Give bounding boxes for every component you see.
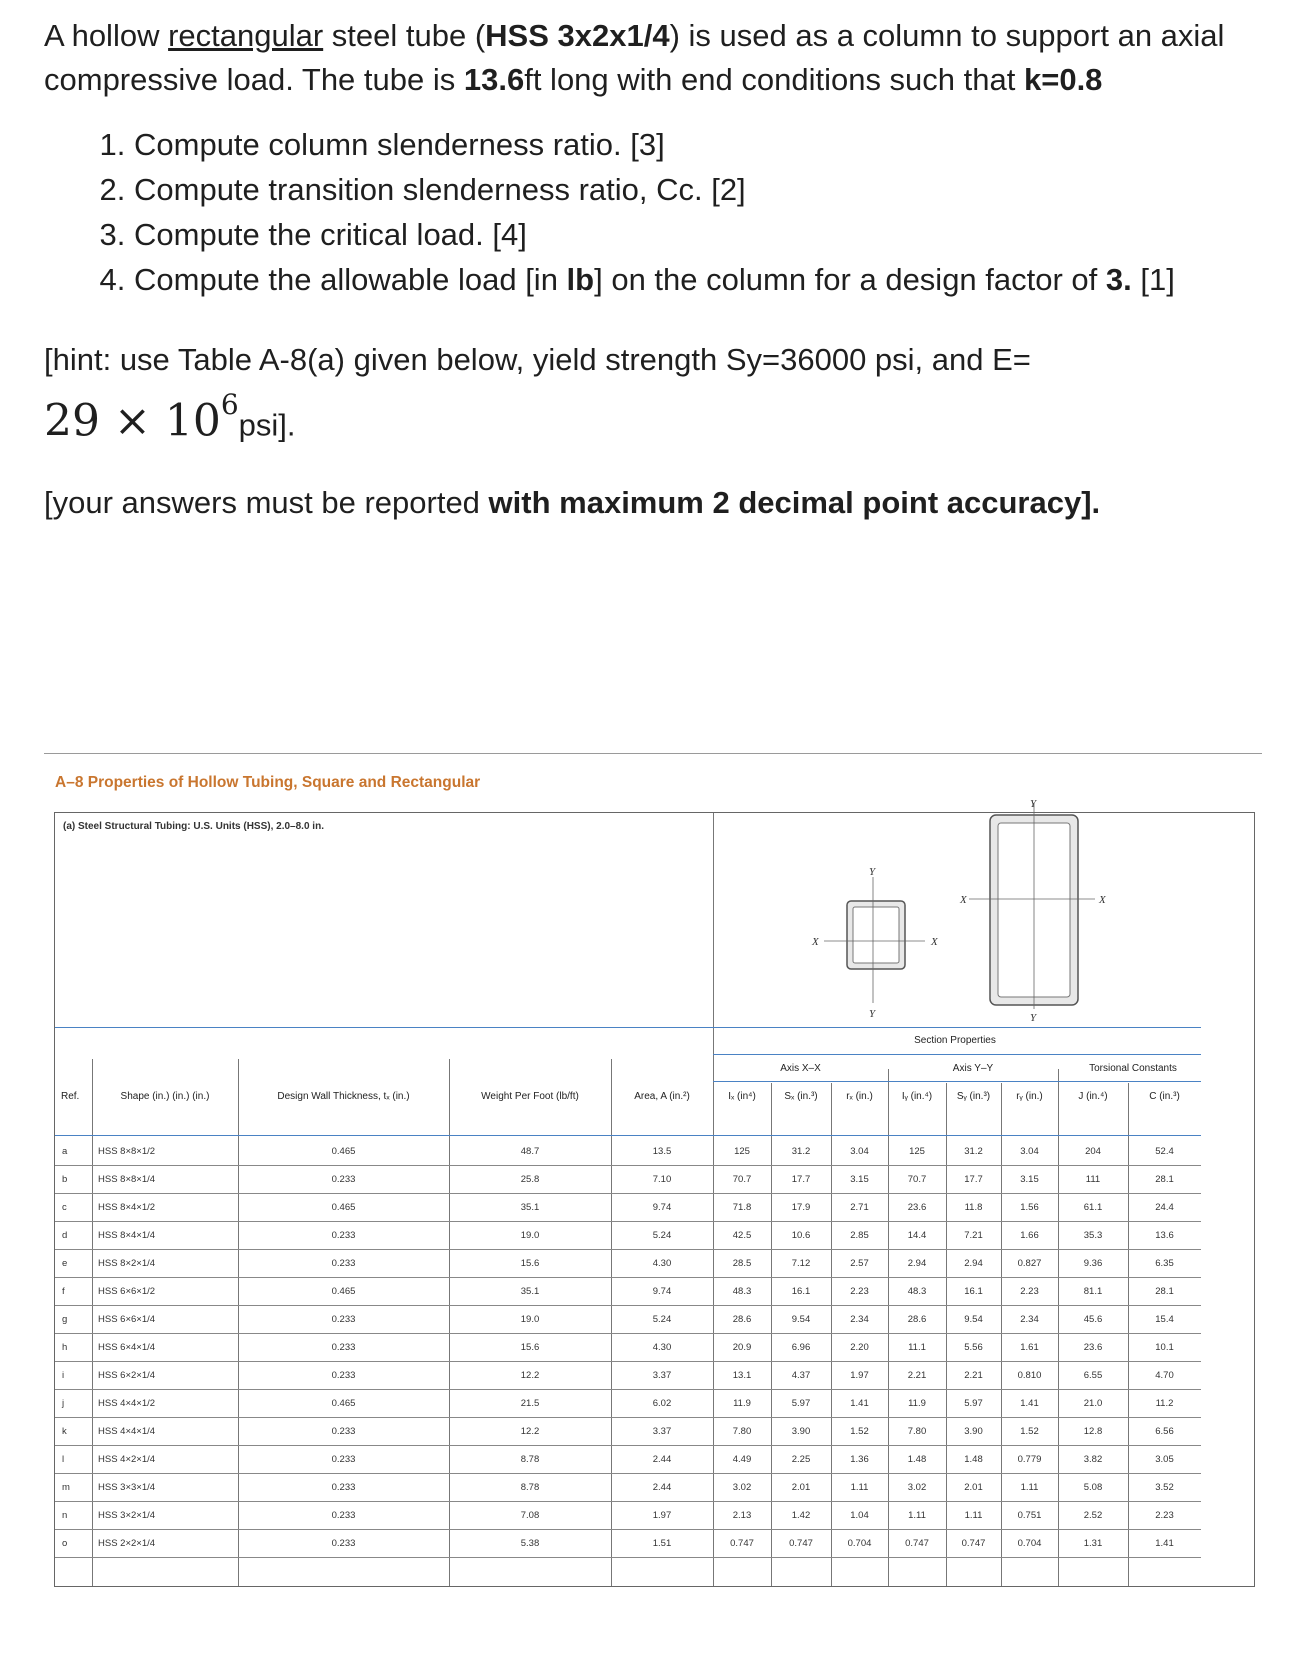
table-cell: 2.25 (791, 1454, 811, 1465)
question-item-4 (134, 257, 1284, 302)
table-cell: 17.7 (964, 1174, 983, 1185)
table-cell: 0.465 (331, 1286, 356, 1297)
row-shape: HSS 6×6×1/4 (98, 1314, 156, 1325)
table-cell: 2.85 (850, 1230, 869, 1241)
fig-label-x3: X (960, 894, 967, 906)
table-cell: 5.08 (1083, 1482, 1103, 1493)
table-cell: 1.52 (850, 1426, 869, 1437)
table-cell: 1.11 (850, 1482, 869, 1493)
table-cell: 28.5 (732, 1258, 752, 1269)
table-cell: 24.4 (1155, 1202, 1174, 1213)
row-shape: HSS 8×4×1/2 (98, 1202, 156, 1213)
table-cell: 1.11 (908, 1510, 926, 1521)
row-ref: f (62, 1286, 65, 1297)
row-divider (55, 1135, 1201, 1136)
item-text: Compute the critical load. [4] (134, 217, 527, 252)
table-cell: 31.2 (791, 1146, 811, 1157)
fig-label-y4: Y (1030, 1012, 1037, 1024)
table-cell: 2.13 (732, 1510, 752, 1521)
row-divider (55, 1417, 1201, 1418)
table-cell: 5.56 (964, 1342, 983, 1353)
row-shape: HSS 2×2×1/4 (98, 1538, 156, 1549)
table-cell: 2.94 (964, 1258, 983, 1269)
row-divider (55, 1249, 1201, 1250)
table-cell: 0.827 (1017, 1258, 1042, 1269)
table-cell: 0.747 (961, 1538, 986, 1549)
table-cell: 7.80 (907, 1426, 927, 1437)
table-cell: 9.36 (1083, 1258, 1103, 1269)
table-cell: 28.1 (1155, 1286, 1174, 1297)
row-divider (55, 1333, 1201, 1334)
table-cell: 2.71 (850, 1202, 869, 1213)
column-header: Sᵧ (in.³) (956, 1091, 991, 1102)
table-cell: 19.0 (520, 1230, 540, 1241)
table-cell: 1.41 (1020, 1398, 1039, 1409)
row-shape: HSS 3×2×1/4 (98, 1510, 156, 1521)
table-cell: 2.44 (652, 1482, 672, 1493)
row-divider (55, 1027, 1201, 1028)
table-cell: 1.66 (1020, 1230, 1039, 1241)
table-cell: 0.233 (331, 1370, 356, 1381)
k-factor: k=0.8 (1023, 62, 1103, 97)
table-cell: 0.465 (331, 1146, 356, 1157)
table-cell: 14.4 (907, 1230, 927, 1241)
table-cell: 12.2 (520, 1426, 540, 1437)
rectangular-tube-icon (969, 803, 1095, 1009)
row-shape: HSS 8×8×1/2 (98, 1146, 156, 1157)
section-properties-header: Section Properties (914, 1035, 996, 1046)
table-cell: 5.38 (520, 1538, 540, 1549)
tube-length: 13.6 (463, 62, 525, 97)
eq-unit: psi]. (238, 407, 296, 443)
table-cell: 0.233 (331, 1426, 356, 1437)
table-cell: 0.747 (789, 1538, 813, 1549)
table-cell: 2.01 (964, 1482, 983, 1493)
table-cell: 2.52 (1083, 1510, 1103, 1521)
table-cell: 23.6 (907, 1202, 927, 1213)
eq-exponent: 6 (220, 388, 239, 421)
table-cell: 1.11 (1020, 1482, 1039, 1493)
table-cell: 15.6 (520, 1258, 540, 1269)
table-cell: 4.37 (791, 1370, 811, 1381)
table-cell: 3.02 (907, 1482, 927, 1493)
table-cell: 15.4 (1155, 1314, 1174, 1325)
table-cell: 0.704 (847, 1538, 872, 1549)
column-header: Shape (in.) (in.) (in.) (120, 1091, 210, 1102)
row-ref: d (62, 1230, 68, 1241)
design-factor: 3. (1105, 262, 1132, 297)
intro-text: A hollow (44, 18, 169, 53)
table-cell: 0.465 (331, 1398, 356, 1409)
table-cell: 71.8 (732, 1202, 752, 1213)
item-text: Compute column slenderness ratio. [3] (134, 127, 665, 162)
table-cell: 1.51 (652, 1538, 672, 1549)
section-divider (44, 753, 1262, 754)
table-cell: 0.233 (331, 1174, 356, 1185)
column-header: Design Wall Thickness, tₓ (in.) (277, 1091, 410, 1102)
row-ref: j (62, 1398, 65, 1409)
table-cell: 4.70 (1155, 1370, 1174, 1381)
table-cell: 13.5 (652, 1146, 672, 1157)
table-cell: 0.747 (905, 1538, 929, 1549)
table-cell: 0.233 (331, 1314, 356, 1325)
row-divider (55, 1501, 1201, 1502)
table-cell: 15.6 (520, 1342, 540, 1353)
table-cell: 1.41 (1155, 1538, 1174, 1549)
table-cell: 0.233 (331, 1510, 356, 1521)
table-cell: 0.704 (1017, 1538, 1042, 1549)
table-cell: 4.30 (652, 1342, 672, 1353)
column-divider (92, 1059, 93, 1586)
table-cell: 11.9 (908, 1398, 926, 1409)
accuracy-note (44, 481, 1284, 525)
table-cell: 1.97 (652, 1510, 672, 1521)
row-divider (55, 1305, 1201, 1306)
table-cell: 23.6 (1083, 1342, 1103, 1353)
table-cell: 1.31 (1083, 1538, 1103, 1549)
table-cell: 19.0 (520, 1314, 540, 1325)
table-cell: 1.52 (1020, 1426, 1039, 1437)
table-cell: 2.01 (791, 1482, 811, 1493)
table-cell: 9.54 (791, 1314, 811, 1325)
row-ref: l (62, 1454, 65, 1465)
item-text: [1] (1131, 262, 1175, 297)
table-cell: 3.02 (732, 1482, 752, 1493)
table-cell: 0.233 (331, 1538, 356, 1549)
row-shape: HSS 8×8×1/4 (98, 1174, 156, 1185)
table-cell: 52.4 (1155, 1146, 1174, 1157)
question-item-1 (134, 122, 1284, 167)
table-cell: 28.1 (1155, 1174, 1174, 1185)
table-cell: 4.49 (732, 1454, 752, 1465)
fig-label-y3: Y (1030, 798, 1037, 810)
table-cell: 9.54 (964, 1314, 983, 1325)
row-divider (55, 1165, 1201, 1166)
column-header: C (in.³) (1149, 1091, 1180, 1102)
table-cell: 0.233 (331, 1454, 356, 1465)
row-shape: HSS 4×4×1/2 (98, 1398, 156, 1409)
table-cell: 17.9 (791, 1202, 811, 1213)
column-header: rₓ (in.) (846, 1091, 873, 1102)
table-cell: 7.12 (791, 1258, 811, 1269)
torsional-header: Torsional Constants (1089, 1063, 1177, 1074)
table-cell: 6.35 (1155, 1258, 1174, 1269)
table-cell: 3.15 (850, 1174, 869, 1185)
row-ref: i (62, 1370, 65, 1381)
table-cell: 2.44 (652, 1454, 672, 1465)
note-text: [your answers must be reported (44, 484, 489, 520)
column-header: Sₓ (in.³) (784, 1091, 818, 1102)
properties-table (54, 798, 1255, 1587)
table-cell: 3.82 (1083, 1454, 1103, 1465)
row-shape: HSS 8×2×1/4 (98, 1258, 156, 1269)
table-cell: 1.11 (964, 1510, 983, 1521)
table-cell: 28.6 (907, 1314, 927, 1325)
table-cell: 3.04 (1020, 1146, 1039, 1157)
table-cell: 35.1 (520, 1202, 540, 1213)
table-cell: 7.80 (732, 1426, 752, 1437)
intro-text: steel tube ( (323, 18, 486, 53)
shape-designation: HSS 3x2x1/4 (485, 18, 670, 53)
row-ref: k (62, 1426, 67, 1437)
table-cell: 1.48 (964, 1454, 983, 1465)
item-text: Compute transition slenderness ratio, Cc. [2] (134, 172, 746, 207)
table-cell: 81.1 (1083, 1286, 1103, 1297)
table-cell: 42.5 (732, 1230, 752, 1241)
table-cell: 6.56 (1155, 1426, 1174, 1437)
table-cell: 28.6 (732, 1314, 752, 1325)
table-cell: 2.94 (907, 1258, 927, 1269)
table-cell: 2.21 (964, 1370, 983, 1381)
row-divider (55, 1193, 1201, 1194)
table-cell: 48.3 (732, 1286, 752, 1297)
row-ref: h (62, 1342, 68, 1353)
row-divider (55, 1445, 1201, 1446)
table-cell: 3.15 (1020, 1174, 1039, 1185)
table-cell: 8.78 (520, 1482, 540, 1493)
table-cell: 3.05 (1155, 1454, 1174, 1465)
table-cell: 9.74 (652, 1202, 672, 1213)
column-header: Iᵧ (in.⁴) (901, 1091, 933, 1102)
row-divider (713, 1054, 1201, 1055)
item-text: Compute the allowable load [in (134, 262, 567, 297)
table-cell: 11.2 (1155, 1398, 1174, 1409)
question-intro (44, 14, 1284, 102)
fig-label-x4: X (1099, 894, 1106, 906)
tube-cross-section-figure (55, 798, 1256, 1073)
table-cell: 2.23 (850, 1286, 869, 1297)
table-cell: 3.90 (964, 1426, 983, 1437)
table-cell: 125 (909, 1146, 925, 1157)
table-cell: 45.6 (1083, 1314, 1103, 1325)
table-cell: 1.04 (850, 1510, 869, 1521)
table-cell: 10.6 (791, 1230, 811, 1241)
row-shape: HSS 6×2×1/4 (98, 1370, 156, 1381)
table-cell: 0.810 (1017, 1370, 1042, 1381)
table-cell: 3.37 (652, 1370, 672, 1381)
table-cell: 2.21 (907, 1370, 927, 1381)
item-bold: lb (566, 262, 595, 297)
axis-yy-header: Axis Y–Y (952, 1063, 994, 1074)
table-cell: 125 (734, 1146, 750, 1157)
table-cell: 7.21 (964, 1230, 983, 1241)
column-header: Ref. (61, 1091, 80, 1102)
row-ref: e (62, 1258, 68, 1269)
table-cell: 48.7 (520, 1146, 540, 1157)
intro-text: ) is used as a column to support an axial compressive load. The tube is (44, 18, 1225, 97)
table-cell: 21.0 (1083, 1398, 1103, 1409)
fig-label-y2: Y (869, 1008, 876, 1020)
intro-text: ft long with end conditions such that (524, 62, 1024, 97)
column-header: rᵧ (in.) (1016, 1091, 1043, 1102)
row-shape: HSS 6×4×1/4 (98, 1342, 156, 1353)
table-cell: 13.1 (732, 1370, 752, 1381)
row-ref: n (62, 1510, 68, 1521)
table-cell: 48.3 (907, 1286, 927, 1297)
row-divider (55, 1557, 1201, 1558)
square-tube-icon (824, 877, 925, 1003)
table-cell: 12.2 (520, 1370, 540, 1381)
table-cell: 12.8 (1083, 1426, 1103, 1437)
table-subtitle: (a) Steel Structural Tubing: U.S. Units (HSS), 2.0–8.0 in. (63, 821, 324, 832)
table-cell: 70.7 (732, 1174, 752, 1185)
table-cell: 17.7 (791, 1174, 811, 1185)
table-cell: 20.9 (732, 1342, 752, 1353)
table-title: A–8 Properties of Hollow Tubing, Square and Rectangular (55, 774, 481, 791)
row-shape: HSS 3×3×1/4 (98, 1482, 156, 1493)
fig-label-x1: X (812, 936, 819, 948)
column-header: J (in.⁴) (1078, 1091, 1108, 1102)
table-cell: 3.37 (652, 1426, 672, 1437)
row-divider (55, 1221, 1201, 1222)
table-cell: 2.20 (850, 1342, 869, 1353)
table-cell: 2.34 (1020, 1314, 1039, 1325)
axis-xx-header: Axis X–X (780, 1063, 821, 1074)
row-shape: HSS 4×2×1/4 (98, 1454, 156, 1465)
table-cell: 0.779 (1017, 1454, 1042, 1465)
table-cell: 0.751 (1017, 1510, 1042, 1521)
table-cell: 25.8 (520, 1174, 540, 1185)
row-shape: HSS 4×4×1/4 (98, 1426, 156, 1437)
table-cell: 16.1 (791, 1286, 811, 1297)
note-bold: with maximum 2 decimal point accuracy]. (488, 484, 1101, 520)
table-cell: 3.04 (850, 1146, 869, 1157)
table-cell: 13.6 (1155, 1230, 1174, 1241)
table-cell: 2.23 (1155, 1510, 1174, 1521)
table-cell: 2.57 (850, 1258, 869, 1269)
table-cell: 1.56 (1020, 1202, 1039, 1213)
table-cell: 6.02 (652, 1398, 672, 1409)
intro-underlined: rectangular (168, 18, 324, 53)
table-cell: 0.233 (331, 1230, 356, 1241)
table-cell: 1.61 (1020, 1342, 1039, 1353)
table-cell: 16.1 (964, 1286, 983, 1297)
table-cell: 6.96 (791, 1342, 811, 1353)
row-ref: a (62, 1146, 68, 1157)
table-cell: 5.97 (964, 1398, 983, 1409)
row-divider (55, 1389, 1201, 1390)
table-cell: 7.10 (652, 1174, 672, 1185)
table-cell: 11.1 (908, 1342, 926, 1353)
table-cell: 1.41 (850, 1398, 869, 1409)
table-cell: 70.7 (907, 1174, 927, 1185)
table-cell: 11.8 (964, 1202, 983, 1213)
row-divider (55, 1277, 1201, 1278)
row-divider (55, 1361, 1201, 1362)
row-divider (55, 1529, 1201, 1530)
row-shape: HSS 6×6×1/2 (98, 1286, 156, 1297)
table-cell: 8.78 (520, 1454, 540, 1465)
row-divider (713, 1081, 1201, 1082)
row-ref: m (62, 1482, 70, 1493)
table-cell: 111 (1085, 1174, 1101, 1185)
table-cell: 1.42 (791, 1510, 811, 1521)
table-cell: 5.24 (652, 1314, 672, 1325)
question-item-2 (134, 167, 1284, 212)
table-cell: 5.24 (652, 1230, 672, 1241)
row-divider (55, 1473, 1201, 1474)
row-ref: b (62, 1174, 68, 1185)
table-cell: 1.48 (907, 1454, 927, 1465)
table-cell: 35.3 (1083, 1230, 1103, 1241)
table-cell: 1.97 (850, 1370, 869, 1381)
fig-label-x2: X (931, 936, 938, 948)
table-cell: 10.1 (1155, 1342, 1174, 1353)
row-ref: g (62, 1314, 68, 1325)
column-header: Iₓ (in⁴) (728, 1091, 756, 1102)
row-ref: o (62, 1538, 68, 1549)
question-list (44, 122, 1284, 302)
column-header: Area, A (in.²) (634, 1091, 690, 1102)
column-divider (713, 813, 714, 1586)
table-cell: 21.5 (520, 1398, 540, 1409)
table-cell: 2.23 (1020, 1286, 1039, 1297)
item-text: ] on the column for a design factor of (594, 262, 1106, 297)
table-cell: 0.233 (331, 1258, 356, 1269)
hint-line: [hint: use Table A-8(a) given below, yield strength Sy=36000 psi, and E= (44, 342, 1031, 377)
table-cell: 4.30 (652, 1258, 672, 1269)
modulus-equation (44, 382, 1284, 451)
table-cell: 0.233 (331, 1342, 356, 1353)
question-item-3 (134, 212, 1284, 257)
table-cell: 0.747 (730, 1538, 754, 1549)
row-ref: c (62, 1202, 67, 1213)
table-cell: 6.55 (1083, 1370, 1103, 1381)
table-cell: 7.08 (520, 1510, 540, 1521)
eq-base: 29 × 10 (44, 395, 221, 447)
row-shape: HSS 8×4×1/4 (98, 1230, 156, 1241)
table-cell: 0.233 (331, 1482, 356, 1493)
fig-label-y1: Y (869, 866, 876, 878)
table-cell: 2.34 (850, 1314, 869, 1325)
table-cell: 31.2 (964, 1146, 983, 1157)
table-cell: 3.90 (791, 1426, 811, 1437)
table-cell: 9.74 (652, 1286, 672, 1297)
table-cell: 61.1 (1083, 1202, 1103, 1213)
table-cell: 1.36 (850, 1454, 869, 1465)
table-cell: 3.52 (1155, 1482, 1174, 1493)
table-cell: 11.9 (733, 1398, 751, 1409)
column-header: Weight Per Foot (lb/ft) (481, 1091, 579, 1102)
table-cell: 204 (1085, 1146, 1101, 1157)
table-cell: 5.97 (791, 1398, 811, 1409)
table-cell: 35.1 (520, 1286, 540, 1297)
question-block (44, 14, 1284, 525)
table-cell: 0.465 (331, 1202, 356, 1213)
